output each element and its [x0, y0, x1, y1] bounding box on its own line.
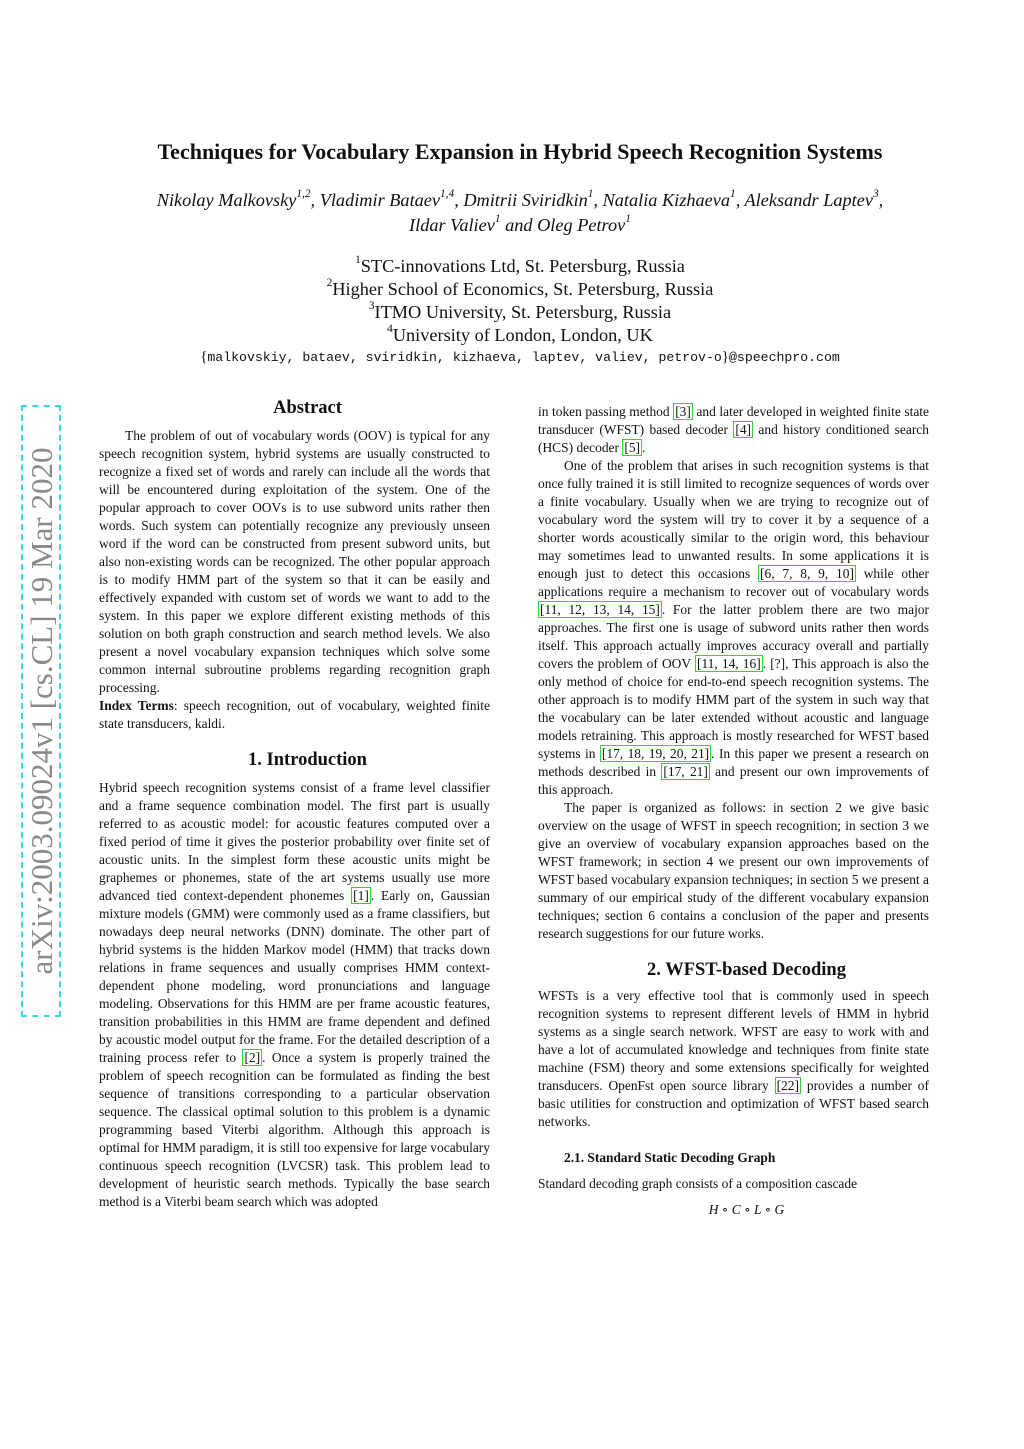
wfst-heading: 2. WFST-based Decoding [647, 960, 846, 980]
author-name: Dmitrii Sviridkin [463, 190, 588, 210]
citation-link[interactable]: [6, 7, 8, 9, 10] [760, 566, 854, 581]
author-affiliation-mark: 1 [494, 213, 501, 226]
intro-paragraph-1-continued [538, 403, 929, 457]
citation-link[interactable]: [5] [624, 440, 641, 455]
affiliation [160, 301, 880, 324]
body-text: . For the latter problem there are two major approaches. The first one is usage of subword units rather then words itself. This approach actually improves accuracy overall and partially covers the problem of OOV [538, 602, 929, 671]
body-text: in token passing method [538, 404, 674, 419]
author-separator: and [500, 215, 538, 235]
index-terms-label: Index Terms [99, 698, 174, 713]
author-name: Oleg Petrov [537, 215, 626, 235]
paper-title: Techniques for Vocabulary Expansion in Hybrid Speech Recognition Systems [157, 139, 883, 164]
intro-paragraph-3: The paper is organized as follows: in section 2 we give basic overview on the usage of WFST in speech recognition; in section 3 we give an overview of vocabulary expansion approaches based on the WFST framework; in section 4 we present our own improvements of WFST based vocabulary expansion techniques; in section 5 we present a summary of our empirical study of the different vocabulary expansion techniques; section 6 contains a conclusion of the paper and presents research suggestions for our future works. [538, 800, 929, 941]
body-text: Hybrid speech recognition systems consist of a frame level classifier and a frame sequence combination model. The first part is usually referred to as acoustic model: for acoustic features computed over a fixed period of time it gives the posterior probability over finite set of acoustic units. In the simplest form these acoustic units might be graphemes or phonemes, state of the art systems usually use more advanced tied context-dependent phonemes [99, 780, 490, 903]
affiliation-list [160, 255, 880, 347]
affiliation-mark: 4 [387, 323, 393, 336]
author-separator: , [593, 190, 603, 210]
right-column [538, 403, 929, 1219]
citation-link[interactable]: [11, 12, 13, 14, 15] [540, 602, 660, 617]
citation-link[interactable]: [22] [776, 1078, 799, 1093]
author-name: Natalia Kizhaeva [602, 190, 731, 210]
index-terms-text: : speech recognition, out of vocabulary, weighted finite state transducers, kaldi. [99, 698, 490, 731]
intro-paragraph-2 [538, 457, 929, 799]
body-text: . Once a system is properly trained the problem of speech recognition can be formulated as finding the best sequence of transitions corresponding to a particular observation sequence. The classical optimal solution to this problem is a dynamic programming based Viterbi algorithm. Although this approach is optimal for HMM paradigm, it is still too expensive for large vocabulary continuous speech recognition (LVCSR) task. This problem lead to development of heuristic search methods. Typically the base search method is a Viterbi beam search which was adopted [99, 1050, 490, 1209]
affiliation-mark: 2 [326, 277, 333, 290]
citation-link[interactable]: [11, 14, 16] [696, 656, 761, 671]
body-text: WFSTs is a very effective tool that is commonly used in speech recognition systems to represent different levels of HMM in hybrid systems as a single search network. WFST are easy to work with and have a lot of accumulated knowledge and techniques from finite state machine (FSM) theory and some extensions specifically for weighted transducers. OpenFst open source library [538, 988, 929, 1093]
citation-link[interactable]: [3] [675, 404, 691, 419]
arxiv-stamp: arXiv:2003.09024v1 [cs.CL] 19 Mar 2020 [24, 447, 59, 975]
intro-heading: 1. Introduction [248, 750, 367, 770]
composition-equation: H ∘ C ∘ L ∘ G [708, 1202, 785, 1217]
left-column [99, 399, 490, 1211]
author-separator: , [454, 190, 464, 210]
author-affiliation-mark: 1,4 [440, 188, 455, 201]
author-affiliation-mark: 1 [587, 188, 594, 201]
wfst-paragraph [538, 987, 929, 1131]
author-name: Vladimir Bataev [319, 190, 441, 210]
affiliation-text: University of London, London, UK [392, 325, 653, 345]
email-users: malkovskiy, bataev, sviridkin, kizhaeva, laptev, valiev, petrov-o [207, 350, 722, 365]
author-separator: , [735, 190, 745, 210]
body-text: and history conditioned search (HCS) decoder [538, 422, 929, 455]
subsection-heading: 2.1. Standard Static Decoding Graph [564, 1150, 776, 1165]
subsection-text: Standard decoding graph consists of a composition cascade [538, 1176, 858, 1191]
author-affiliation-mark: 1 [625, 213, 631, 226]
citation-link[interactable]: [1] [353, 888, 369, 903]
body-text: . [?], This approach is also the only method of choice for end-to-end speech recognition systems. The other approach is to modify HMM part of the system in such way that the vocabulary can be later extended without acoustic and language models retraining. This approach is mostly researched for WFST based systems in [538, 656, 929, 761]
affiliation-text: STC-innovations Ltd, St. Petersburg, Russia [360, 256, 685, 276]
affiliation [160, 324, 880, 347]
body-text: and present our own improvements of this approach. [538, 764, 929, 797]
author-emails [80, 349, 960, 366]
author-separator: , [878, 190, 884, 210]
body-text: while other applications require a mechanism to recover out of vocabulary words [538, 566, 929, 599]
intro-paragraph-1 [99, 779, 490, 1211]
author-name: Nikolay Malkovsky [156, 190, 297, 210]
author-affiliation-mark: 3 [872, 188, 879, 201]
email-close-brace: } [721, 349, 729, 365]
author-name: Ildar Valiev [409, 215, 495, 235]
index-terms [99, 697, 490, 733]
email-open-brace: { [200, 349, 208, 365]
author-separator: , [310, 190, 320, 210]
author-affiliation-mark: 1 [730, 188, 736, 201]
body-text: One of the problem that arises in such recognition systems is that once fully trained it is still limited to recognize sequences of words over a finite vocabulary. Usually when we are trying to recognize out of vocabulary word the system will try to cover it by a sequence of a shorter words acoustically similar to the origin word, this behaviour may sometimes lead to unwanted results. In some applications it is enough just to detect this occasions [538, 458, 929, 581]
affiliation-text: Higher School of Economics, St. Petersburg, Russia [332, 279, 714, 299]
affiliation-mark: 1 [355, 254, 361, 267]
author-list [70, 188, 970, 238]
affiliation [160, 255, 880, 278]
affiliation-text: ITMO University, St. Petersburg, Russia [374, 302, 672, 322]
author-affiliation-mark: 1,2 [296, 188, 311, 201]
citation-link[interactable]: [17, 18, 19, 20, 21] [601, 746, 710, 761]
email-domain: @speechpro.com [729, 350, 840, 365]
abstract-heading: Abstract [273, 398, 342, 418]
body-text: provides a number of basic utilities for construction and optimization of WFST based search networks. [538, 1078, 929, 1129]
affiliation [160, 278, 880, 301]
body-text: . [642, 440, 646, 455]
author-name: Aleksandr Laptev [744, 190, 873, 210]
abstract-text: The problem of out of vocabulary words (OOV) is typical for any speech recognition system, hybrid systems are usually constructed to recognize a fixed set of words and rarely can include all the words that will be encountered during exploitation of the system. One of the popular approach to cover OOVs is to use subword units rather then words. Such system can potentially recognize any previously unseen word if the word can be constructed from present subword units, but also non-existing words can be recognized. The other popular approach is to modify HMM part of the system so that it can be easily and effectively expanded with custom set of words we want to add to the system. In this paper we explore different existing methods of this solution on both graph construction and search method levels. We also present a novel vocabulary expansion techniques which solve some common internal subroutine problems regarding recognition graph processing. [99, 428, 490, 695]
citation-link[interactable]: [2] [244, 1050, 261, 1065]
citation-link[interactable]: [4] [735, 422, 752, 437]
body-text: . In this paper we present a research on methods described in [538, 746, 930, 779]
citation-link[interactable]: [17, 21] [663, 764, 708, 779]
body-text: . Early on, Gaussian mixture models (GMM) were commonly used as a frame classifiers, but nowadays deep neural networks (DNN) dominate. The other part of hybrid systems is the hidden Markov model (HMM) that tracks down relations in frame sequences and usually comprises HMM context-dependent phone modeling, word pronunciations and language modeling. Observations for this HMM are per frame acoustic features, transition probabilities in this HMM are frame dependent and defined by acoustic model output for the frame. For the detailed description of a training process refer to [99, 888, 490, 1065]
affiliation-mark: 3 [368, 300, 375, 313]
body-text: and later developed in weighted finite state transducer (WFST) based decoder [538, 404, 929, 437]
